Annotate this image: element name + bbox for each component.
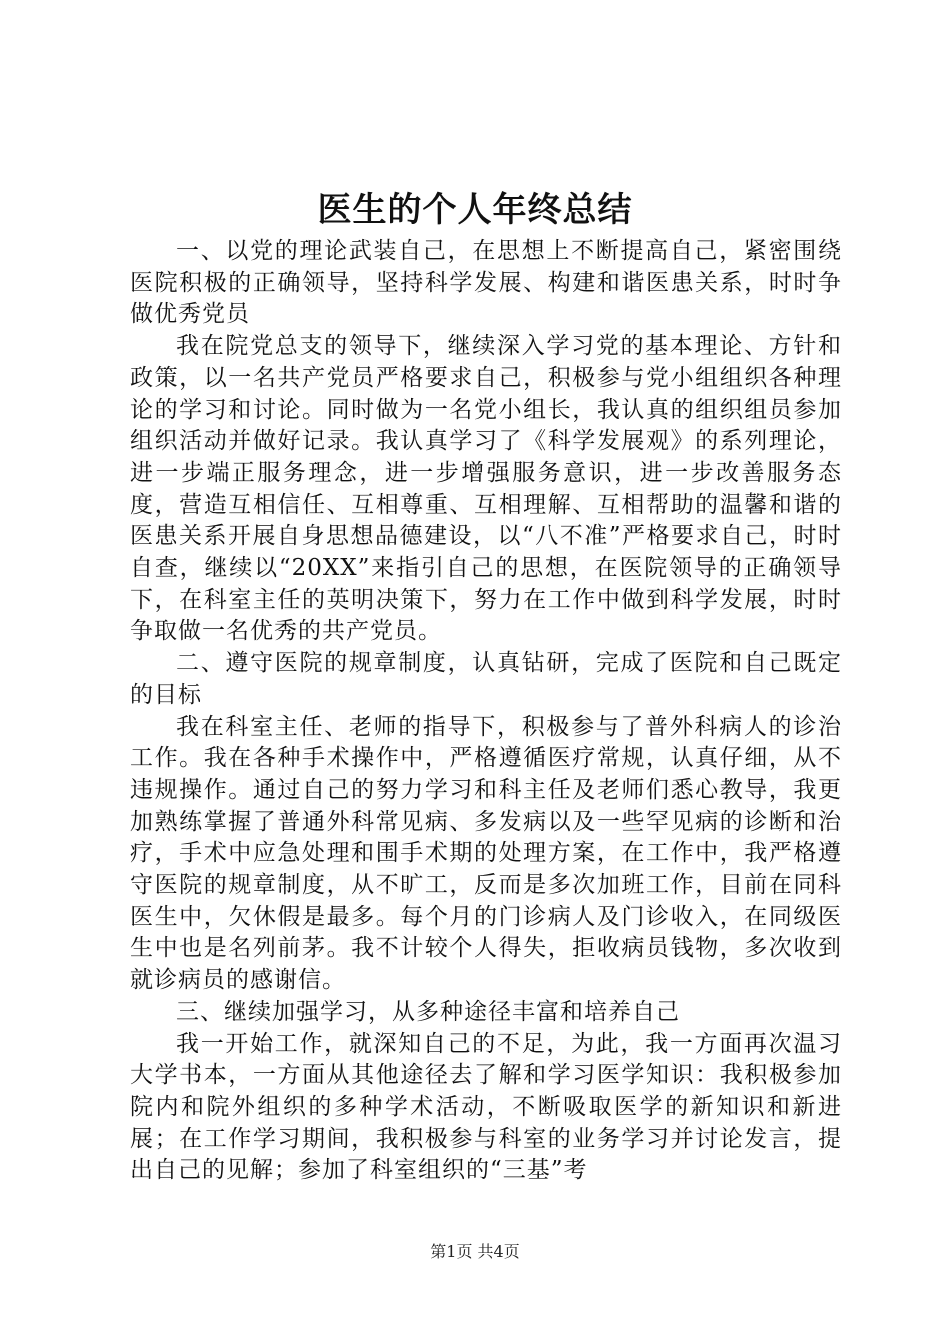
paragraph-section-3-body: 我一开始工作，就深知自己的不足，为此，我一方面再次温习大学书本，一方面从其他途径去了解和学习医学知识：我积极参加院内和院外组织的多种学术活动，不断吸取医学的新知识和新进展；在工作学习期间，我积极参与科室的业务学习并讨论发言，提出自己的见解；参加了科室组织的“三基”考 (130, 1030, 842, 1184)
page-number-footer: 第1页 共4页 (430, 1242, 520, 1261)
paragraph-section-1-body: 我在院党总支的领导下，继续深入学习党的基本理论、方针和政策，以一名共产党员严格要求自己，积极参与党小组组织各种理论的学习和讨论。同时做为一名党小组长，我认真的组织组员参加组织活动并做好记录。我认真学习了《科学发展观》的系列理论，进一步端正服务理念，进一步增强服务意识，进一步改善服务态度，营造互相信任、互相尊重、互相理解、互相帮助的温馨和谐的医患关系开展自身思想品德建设，以“八不准”严格要求自己，时时自查，继续以“20XX”来指引自己的思想，在医院领导的正确领导下，在科室主任的英明决策下，努力在工作中做到科学发展，时时争取做一名优秀的共产党员。 (130, 333, 842, 645)
paragraph-section-2-heading: 二、遵守医院的规章制度，认真钻研，完成了医院和自己既定的目标 (130, 650, 842, 708)
document-body (130, 236, 842, 1187)
paragraph-section-1-heading: 一、以党的理论武装自己，在思想上不断提高自己，紧密围绕医院积极的正确领导，坚持科学发展、构建和谐医患关系，时时争做优秀党员 (130, 238, 842, 328)
paragraph-section-3-heading: 三、继续加强学习，从多种途径丰富和培养自己 (176, 998, 680, 1025)
document-title: 医生的个人年终总结 (317, 190, 633, 230)
paragraph-section-2-body: 我在科室主任、老师的指导下，积极参与了普外科病人的诊治工作。我在各种手术操作中，严格遵循医疗常规，认真仔细，从不违规操作。通过自己的努力学习和科主任及老师们悉心教导，我更加熟练掌握了普通外科常见病、多发病以及一些罕见病的诊断和治疗，手术中应急处理和围手术期的处理方案，在工作中，我严格遵守医院的规章制度，从不旷工，反而是多次加班工作，目前在同科医生中，欠休假是最多。每个月的门诊病人及门诊收入，在同级医生中也是名列前茅。我不计较个人得失，拒收病员钱物，多次收到就诊病员的感谢信。 (130, 713, 842, 994)
